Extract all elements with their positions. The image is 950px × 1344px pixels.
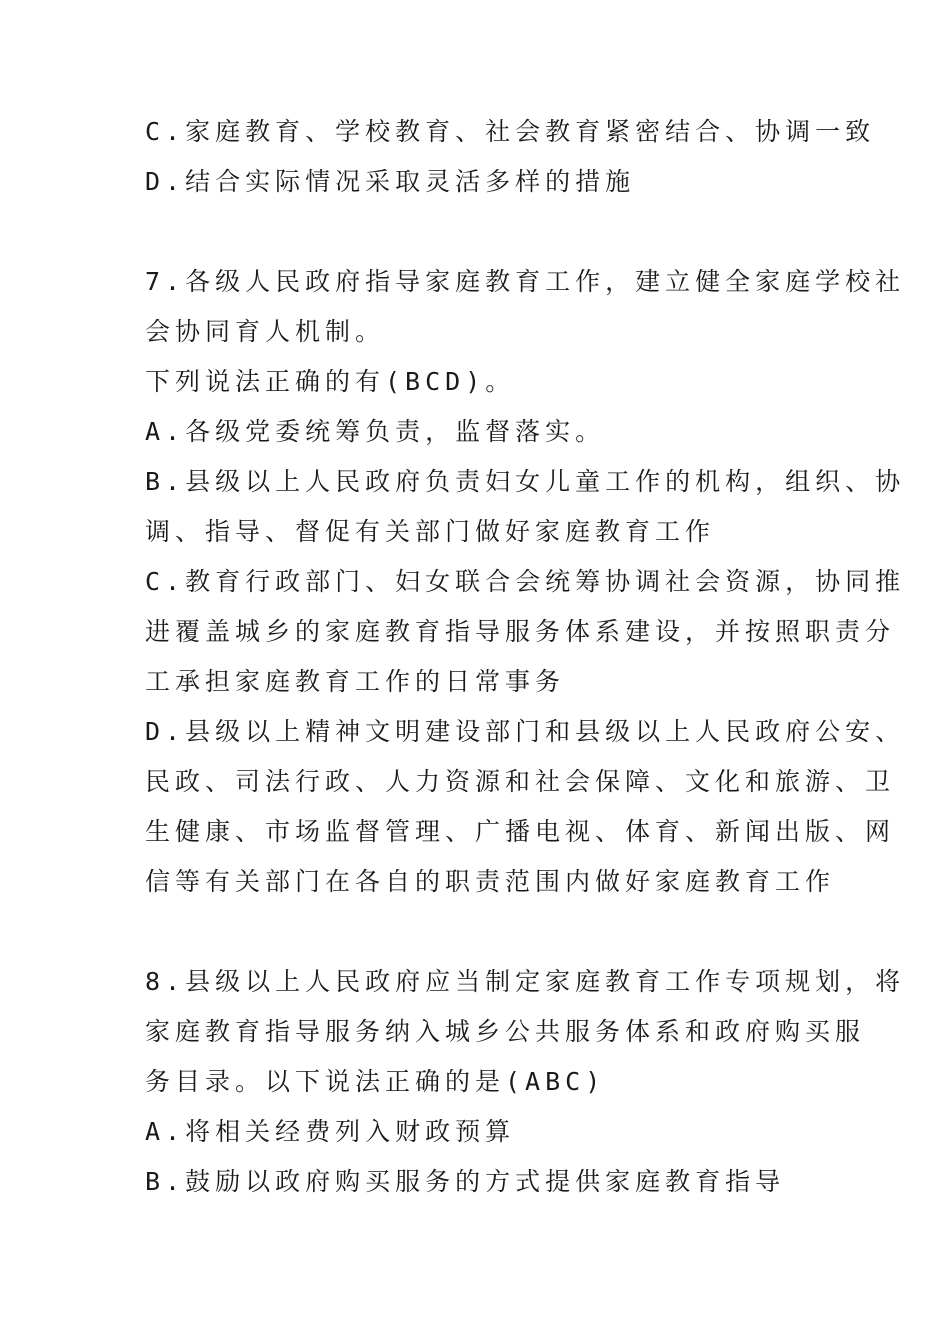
option-line: 生健康、市场监督管理、广播电视、体育、新闻出版、网 xyxy=(145,817,896,846)
spacer xyxy=(145,207,815,257)
question-8-option-a xyxy=(145,1107,815,1157)
option-line: A.将相关经费列入财政预算 xyxy=(145,1117,516,1146)
question-7-prompt: 下列说法正确的有(BCD)。 xyxy=(145,367,516,396)
question-8-stem-line-3: 务目录。以下说法正确的是(ABC) xyxy=(145,1067,606,1096)
question-8 xyxy=(145,957,906,1207)
option-line: 信等有关部门在各自的职责范围内做好家庭教育工作 xyxy=(145,867,836,896)
question-6-tail xyxy=(145,107,876,207)
option-line: 工承担家庭教育工作的日常事务 xyxy=(145,667,566,696)
option-line: 民政、司法行政、人力资源和社会保障、文化和旅游、卫 xyxy=(145,767,896,796)
option-line: B.县级以上人民政府负责妇女儿童工作的机构，组织、协 xyxy=(145,467,906,496)
question-7-stem-line-2: 会协同育人机制。 xyxy=(145,317,386,346)
option-line: 进覆盖城乡的家庭教育指导服务体系建设，并按照职责分 xyxy=(145,617,896,646)
spacer xyxy=(145,907,815,957)
option-line: B.鼓励以政府购买服务的方式提供家庭教育指导 xyxy=(145,1167,786,1196)
option-line: 调、指导、督促有关部门做好家庭教育工作 xyxy=(145,517,716,546)
question-8-stem-line-1: 8.县级以上人民政府应当制定家庭教育工作专项规划，将 xyxy=(145,967,906,996)
question-7-stem-line-1: 7.各级人民政府指导家庭教育工作，建立健全家庭学校社 xyxy=(145,267,906,296)
option-line: D.县级以上精神文明建设部门和县级以上人民政府公安、 xyxy=(145,717,906,746)
question-7-option-c xyxy=(145,557,906,707)
question-8-option-b xyxy=(145,1157,815,1207)
question-7-option-a xyxy=(145,407,815,457)
document-page xyxy=(145,107,906,1207)
option-line: A.各级党委统筹负责，监督落实。 xyxy=(145,417,606,446)
question-8-stem-line-2: 家庭教育指导服务纳入城乡公共服务体系和政府购买服 xyxy=(145,1017,866,1046)
option-c-line: C.家庭教育、学校教育、社会教育紧密结合、协调一致 xyxy=(145,117,876,146)
option-line: C.教育行政部门、妇女联合会统筹协调社会资源，协同推 xyxy=(145,567,906,596)
question-7-option-b xyxy=(145,457,906,557)
option-d-line: D.结合实际情况采取灵活多样的措施 xyxy=(145,167,636,196)
question-7-option-d xyxy=(145,707,906,907)
question-7 xyxy=(145,257,906,907)
